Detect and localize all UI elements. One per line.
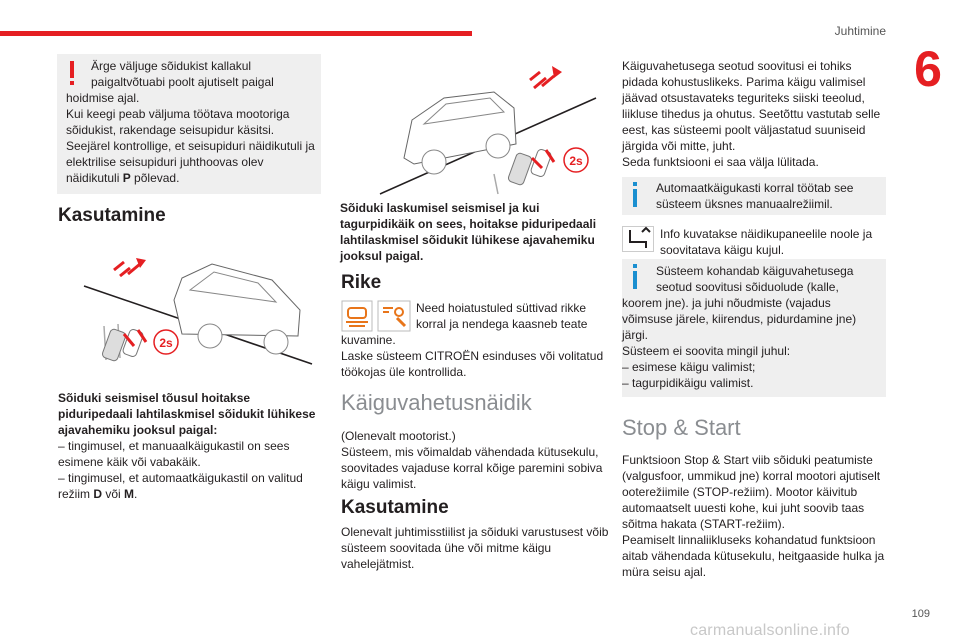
warning-text-tail: põlevad. [130, 171, 180, 185]
car-downhill-illustration [364, 58, 604, 198]
gear-advice-text: Käiguvahetusega seotud soovitusi ei tohiks pidada kohustuslikeks. Parima käigu valimisel jäävad otsustavateks teguriteks siiski teeolud, liikluse tihedus ja ohutus. Seetõttu vastutab selle eest, kas süsteemi poolt väljastatud suuniseid järgida või mitte, juht. Seda funktsiooni ei saa välja lülitada. [622, 59, 881, 169]
info-shift-indicator-text [660, 226, 886, 258]
rike-line-1: Need hoiatustuled süttivad rikke [416, 301, 587, 315]
list-item-manual: – tingimusel, et manuaalkäigukastil on sees esimene käik või vabakäik. [58, 439, 290, 469]
caption-uphill [58, 390, 324, 502]
warning-body [66, 90, 316, 186]
caption-downhill: Sõiduki laskumisel seismisel ja kui tagurpidikäik on sees, hoitakse piduripedaali lahtilaskmisel sõidukit lühikese ajavahemiku jooksul paigal. [340, 201, 597, 263]
mode-d: D [93, 487, 103, 501]
info-icon [631, 182, 639, 208]
info-icon [631, 264, 639, 290]
rike-body: kuvamine. Laske süsteem CITROËN esinduses või volitatud töökojas üle kontrollida. [341, 333, 604, 379]
info-note-automatic [622, 177, 886, 215]
warning-note [57, 54, 321, 194]
caption-uphill-title: Sõiduki seismisel tõusul hoitakse piduripedaali lahtilaskmisel sõidukit lühikese ajavahemiku jooksul paigal: [58, 391, 316, 437]
info-note-adaptation-line-2: seotud soovitusi sõiduolude (kalle, [656, 280, 839, 294]
list-item-automatic-end: . [134, 487, 138, 501]
info-shift-line-2: soovitatava käigu kujul. [660, 243, 785, 257]
exclamation-icon [67, 61, 77, 87]
figure-badge-downhill: 2s [569, 154, 583, 168]
info-note-automatic-line-2: süsteem üksnes manuaalrežiimil. [656, 197, 833, 211]
info-note-adaptation-line-1: Süsteem kohandab käiguvahetusega [656, 264, 854, 278]
page-number: 109 [911, 608, 930, 620]
shift-arrow-icon [622, 226, 654, 252]
section-heading-kasutamine-2: Kasutamine [341, 497, 449, 518]
warning-text: hoidmise ajal. Kui keegi peab väljuma töötava mootoriga sõidukist, rakendage seisupidur käsitsi. Seejärel kontrollige, et seisupiduri näidikutuli ja elektrilise seisupiduri juhthoovas olev näidikutuli [66, 91, 315, 185]
section-heading-gear-shift-indicator: Käiguvahetusnäidik [341, 390, 532, 415]
rike-line-2: korral ja nendega kaasneb teate [416, 317, 588, 331]
warning-line-2: paigaltvõtuabi poolt ajutiselt paigal [91, 75, 274, 89]
list-item-automatic [58, 470, 324, 502]
info-note-adaptation [622, 259, 886, 397]
section-heading-kasutamine: Kasutamine [58, 205, 166, 226]
list-item-automatic-mid: või [102, 487, 125, 501]
chapter-number: 6 [914, 41, 942, 97]
warning-line-1: Ärge väljuge sõidukist kallakul [91, 59, 252, 73]
warning-indicator-letter: P [122, 171, 131, 185]
stop-start-text: Funktsioon Stop & Start viib sõiduki peatumiste (valgusfoor, ummikud jne) korral mootori ajutiselt ooterežiimile (STOP-režiim). Mootor käivitub automaatselt uuesti kohe, kui juht soovib taas sõitma hakata (START-režiim). Peamiselt linnaliikluseks kohandatud funktsioon aitab vähendada kütusekulu, heitgaaside hulka ja müra seisu ajal. [622, 453, 885, 579]
chapter-color-bar [0, 31, 472, 36]
mode-m: M [124, 487, 135, 501]
info-note-automatic-line-1: Automaatkäigukasti korral töötab see [656, 181, 854, 195]
chapter-name: Juhtimine [834, 24, 886, 38]
list-item-automatic-text: – tingimusel, et automaatkäigukastil on valitud režiim [58, 471, 303, 501]
rike-text [341, 300, 611, 380]
car-uphill-illustration [62, 250, 320, 376]
kasutamine-text: Olenevalt juhtimisstiilist ja sõiduki varustusest võib süsteem soovitada ühe või mitme käigu vahelejätmist. [341, 525, 609, 571]
section-heading-stop-start: Stop & Start [622, 415, 741, 440]
gear-shift-indicator-text: (Olenevalt mootorist.) Süsteem, mis võimaldab vähendada kütusekulu, soovitades vajaduse korral kõige paremini sobiva käigu valimist. [341, 429, 603, 491]
figure-badge-uphill: 2s [159, 336, 173, 350]
watermark: carmanualsonline.info [690, 622, 850, 639]
info-note-adaptation-body: koorem jne). ja juhi nõudmiste (vajadus võimsuse järele, kiirendus, pidurdamine jne) järgi. Süsteem ei soovita mingil juhul: – esimese käigu valimist; – tagurpidikäigu valimist. [622, 296, 857, 390]
section-heading-rike: Rike [341, 272, 382, 293]
info-shift-line-1: Info kuvatakse näidikupaneelile noole ja [660, 227, 873, 241]
